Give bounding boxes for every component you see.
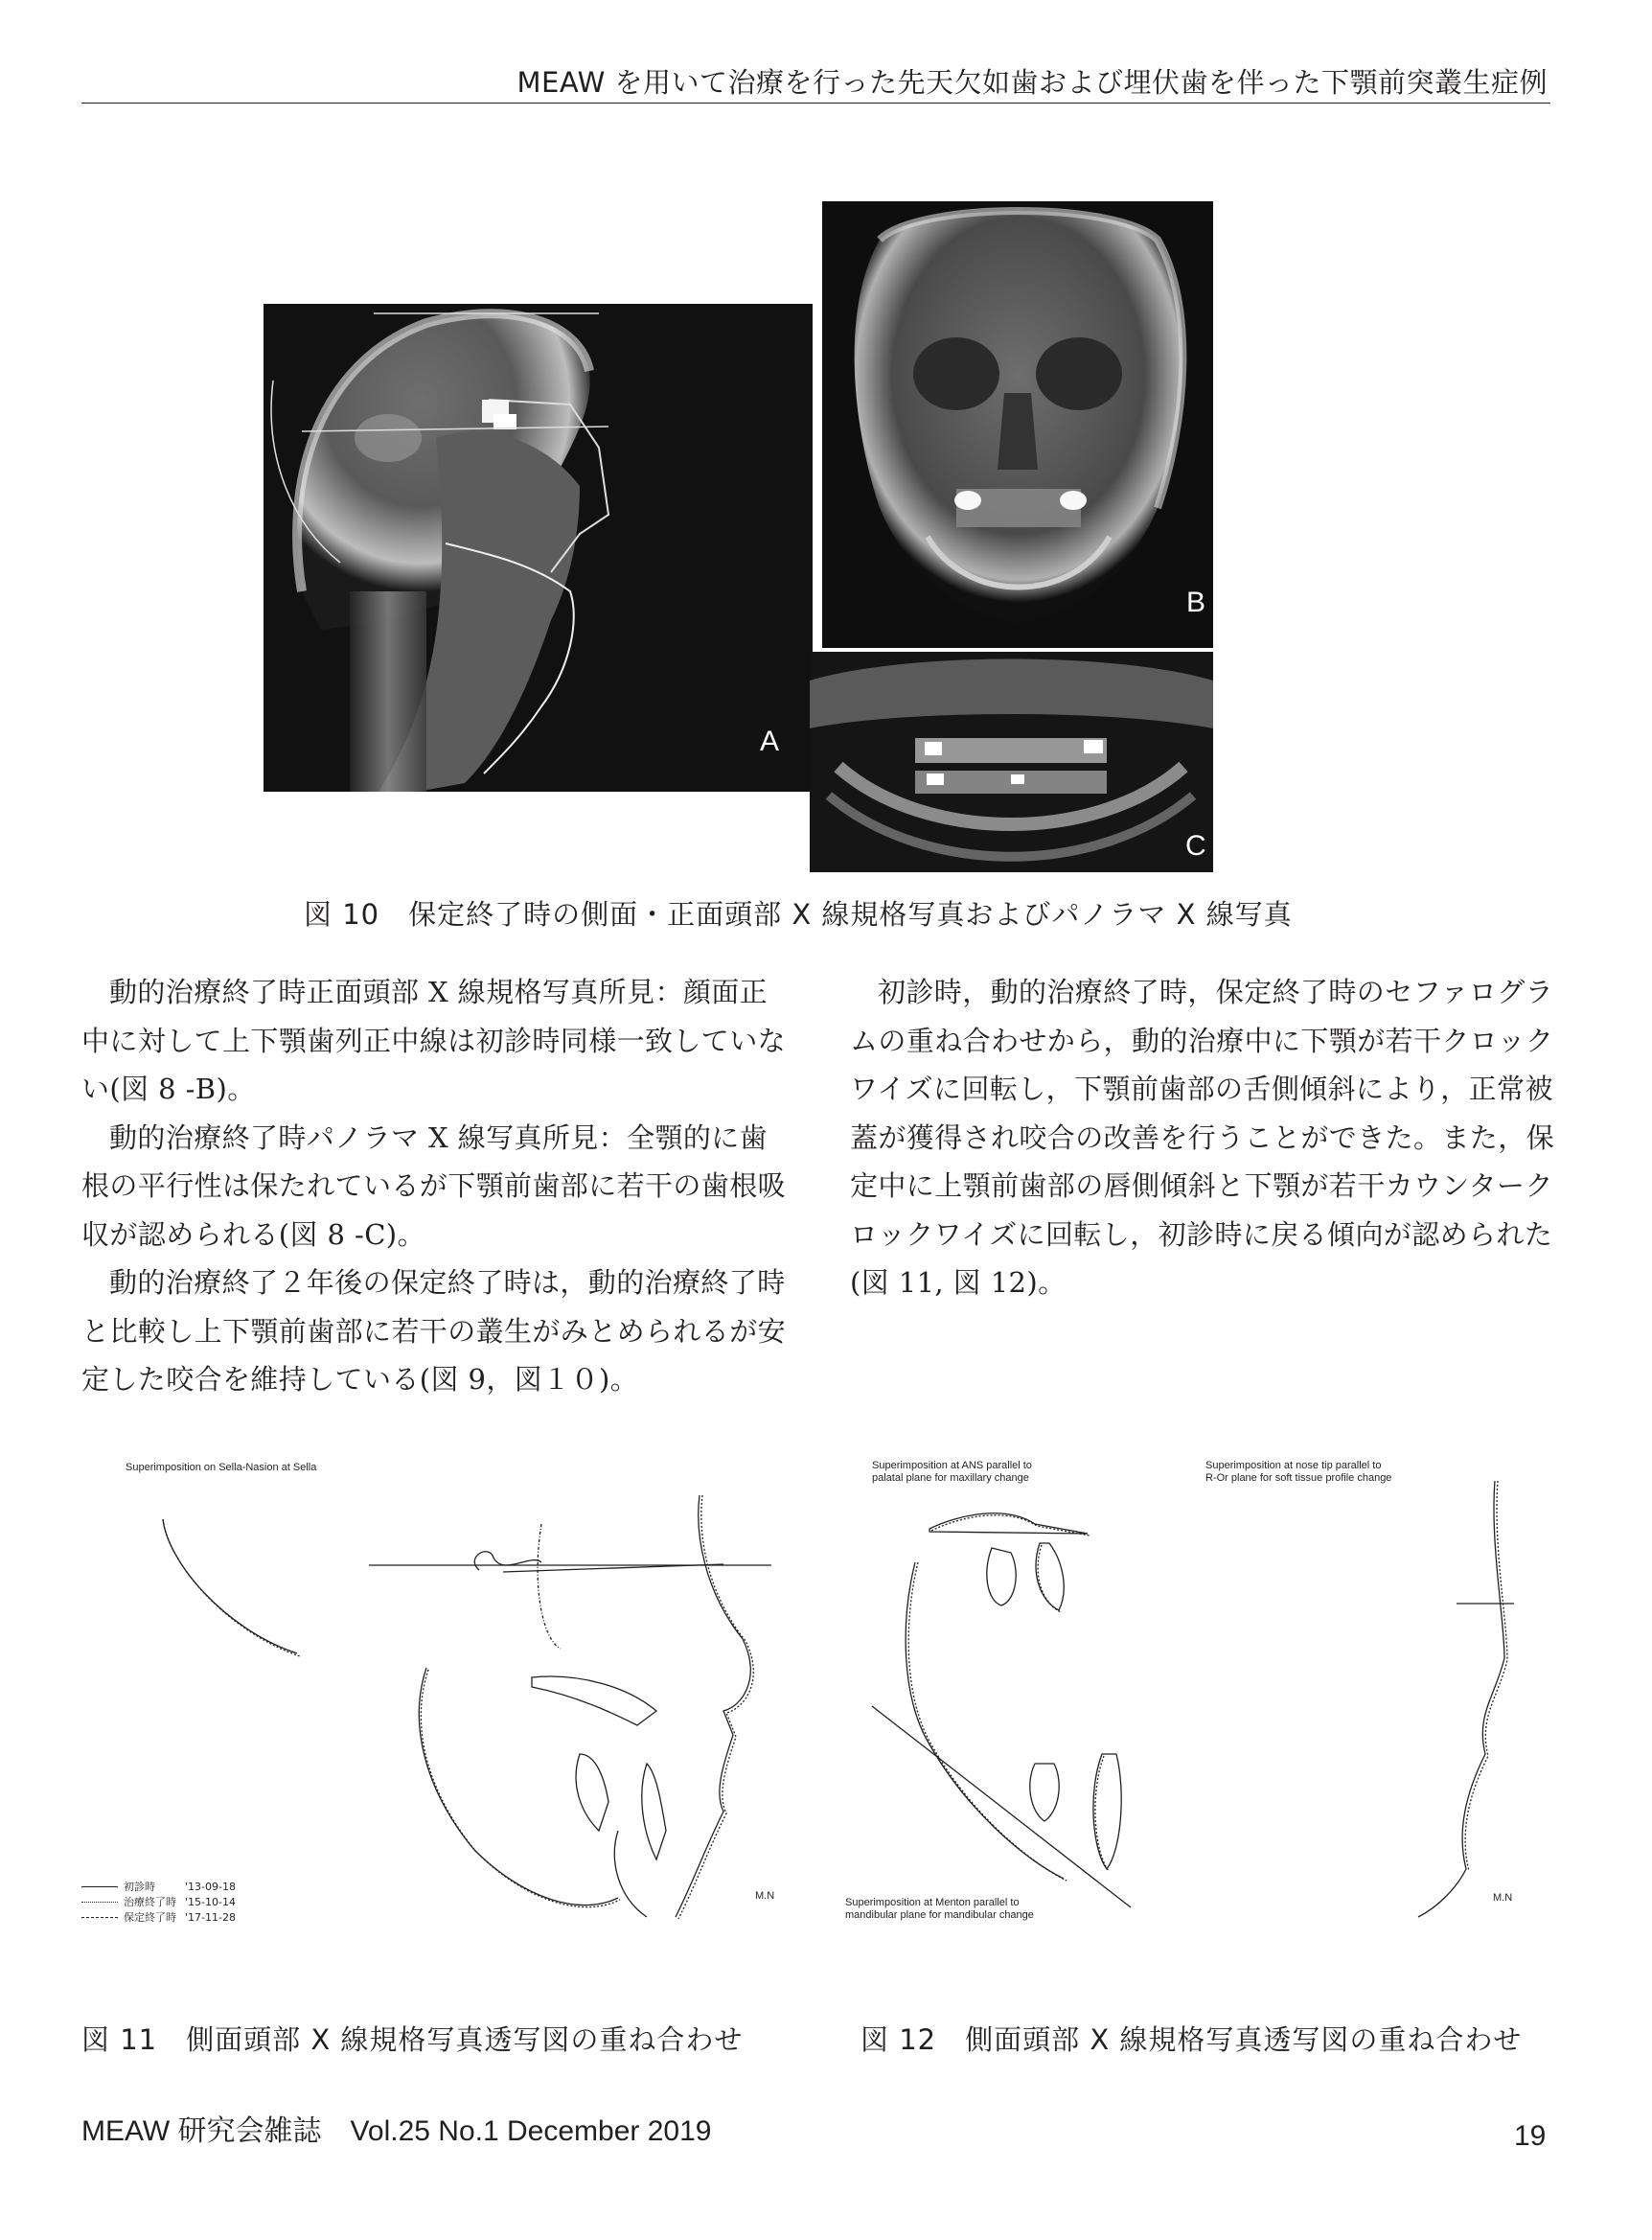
legend-item [81,1909,236,1925]
legend-label: 治療終了時 [124,1896,176,1908]
figure-12-label-maxilla: Superimposition at ANS parallel to palatal plane for maxillary change [872,1460,1032,1484]
figure-11-caption: 図 11 側面頭部 X 線規格写真透写図の重ね合わせ [81,2023,744,2056]
figure-12-label-mandible: Superimposition at Menton parallel to mandibular plane for mandibular change [845,1897,1034,1921]
paragraph: 動的治療終了２年後の保定終了時は，動的治療終了時と比較し上下顎前歯部に若干の叢生がみとめられるが安定した咬合を維持している(図 9，図１０)。 [81,1266,787,1396]
figure-11-title: Superimposition on Sella-Nasion at Sella [126,1462,317,1473]
running-header: MEAW を用いて治療を行った先天欠如歯および埋伏歯を伴った下顎前突叢生症例 [516,66,1548,99]
figure-11-legend [81,1879,236,1925]
figure-11-tracing [81,1447,810,1927]
figure-10-caption: 図 10 保定終了時の側面・正面頭部 X 線規格写真およびパノラマ X 線写真 [304,898,1293,931]
legend-item [81,1894,236,1909]
panel-label-a: A [760,726,780,757]
page-number: 19 [1514,2120,1547,2152]
figure-11 [81,1447,810,1927]
paragraph: 初診時，動的治療終了時，保定終了時のセファログラムの重ね合わせから，動的治療中に下顎が若干クロックワイズに回転し，下顎前歯部の舌側傾斜により，正常被蓋が獲得され咬合の改善を行うことができた。また，保定中に上顎前歯部の唇側傾斜と下顎が若干カウンタークロックワイズに回転し，初診時に戻る傾向が認められた(図 11, 図 12)。 [850,976,1555,1299]
body-left-column [81,968,786,1404]
header-rule [81,103,1550,104]
legend-item [81,1879,236,1894]
figure-12-signature: M.N [1493,1892,1513,1904]
legend-label: 初診時 [124,1881,155,1893]
frontal-ceph-image [822,201,1213,648]
panel-label-b: B [1186,587,1206,618]
figure-10-panel-c [810,652,1213,872]
figure-12-tracing [843,1447,1552,1927]
legend-label: 保定終了時 [124,1911,176,1924]
panel-label-c: C [1185,830,1206,862]
figure-10-panel-a [264,304,813,792]
body-right-column [850,968,1554,1307]
legend-date: '15-10-14 [185,1895,236,1908]
figure-12 [843,1447,1552,1927]
figure-12-caption: 図 12 側面頭部 X 線規格写真透写図の重ね合わせ [860,2023,1523,2056]
paragraph: 動的治療終了時パノラマ X 線写真所見：全顎的に歯根の平行性は保たれているが下顎前歯部に若干の歯根吸収が認められる(図 8 -C)。 [81,1120,787,1251]
figure-10-panel-b [822,201,1213,648]
legend-date: '17-11-28 [185,1910,236,1924]
legend-date: '13-09-18 [185,1880,236,1893]
footer-journal: MEAW 研究会雑誌 Vol.25 No.1 December 2019 [81,2115,712,2147]
figure-12-label-soft-tissue: Superimposition at nose tip parallel to R-Or plane for soft tissue profile change [1205,1460,1392,1484]
figure-11-signature: M.N [755,1890,775,1902]
lateral-ceph-image [264,304,813,792]
panoramic-image [810,652,1213,872]
paragraph: 動的治療終了時正面頭部 X 線規格写真所見：顔面正中に対して上下顎歯列正中線は初診時同様一致していない(図 8 -B)。 [81,976,787,1105]
